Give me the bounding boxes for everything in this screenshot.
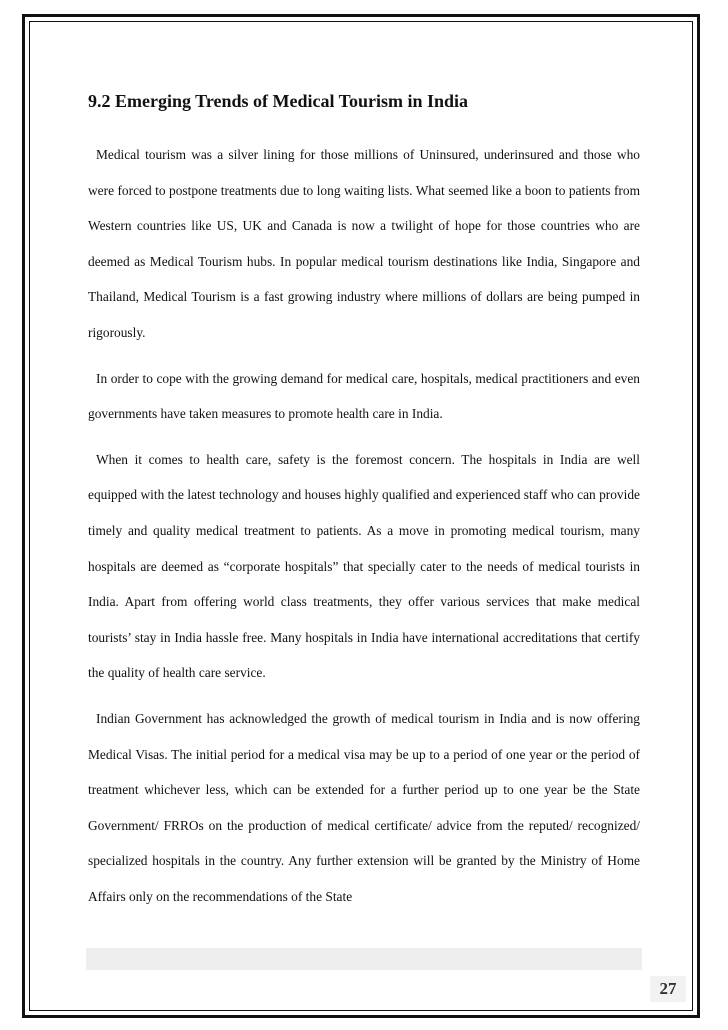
paragraph-3: When it comes to health care, safety is the foremost concern. The hospitals in India are well equipped with the latest technology and houses highly qualified and experienced staff who can provide timely and quality medical treatment to patients. As a move in promoting medical tourism, many hospitals are deemed as “corporate hospitals” that specially cater to the needs of medical tourists in India. Apart from offering world class treatments, they offer various services that make medical tourists’ stay in India hassle free. Many hospitals in India have international accreditations that certify the quality of health care service. <box>88 451 640 681</box>
paragraph-2: In order to cope with the growing demand for medical care, hospitals, medical practitioners and even governments have taken measures to promote health care in India. <box>88 370 640 422</box>
paragraph-1: Medical tourism was a silver lining for those millions of Uninsured, underinsured and those who were forced to postpone treatments due to long waiting lists. What seemed like a boon to patients from Western countries like US, UK and Canada is now a twilight of hope for those countries who are deemed as Medical Tourism hubs. In popular medical tourism destinations like India, Singapore and Thailand, Medical Tourism is a fast growing industry where millions of dollars are being pumped in rigorously. <box>88 147 640 340</box>
paragraph-4: Indian Government has acknowledged the growth of medical tourism in India and is now offering Medical Visas. The initial period for a medical visa may be up to a period of one year or the period of treatment whichever less, which can be extended for a further period up to one year be the State Government/ FRROs on the production of medical certificate/ advice from the reputed/ recognized/ specialized hospitals in the country. Any further extension will be granted by the Ministry of Home Affairs only on the recommendations of the State <box>88 710 640 904</box>
section-heading: 9.2 Emerging Trends of Medical Tourism in India <box>88 91 469 111</box>
footer-bar <box>86 948 642 970</box>
page-number: 27 <box>650 976 686 1002</box>
document-body <box>88 85 640 924</box>
